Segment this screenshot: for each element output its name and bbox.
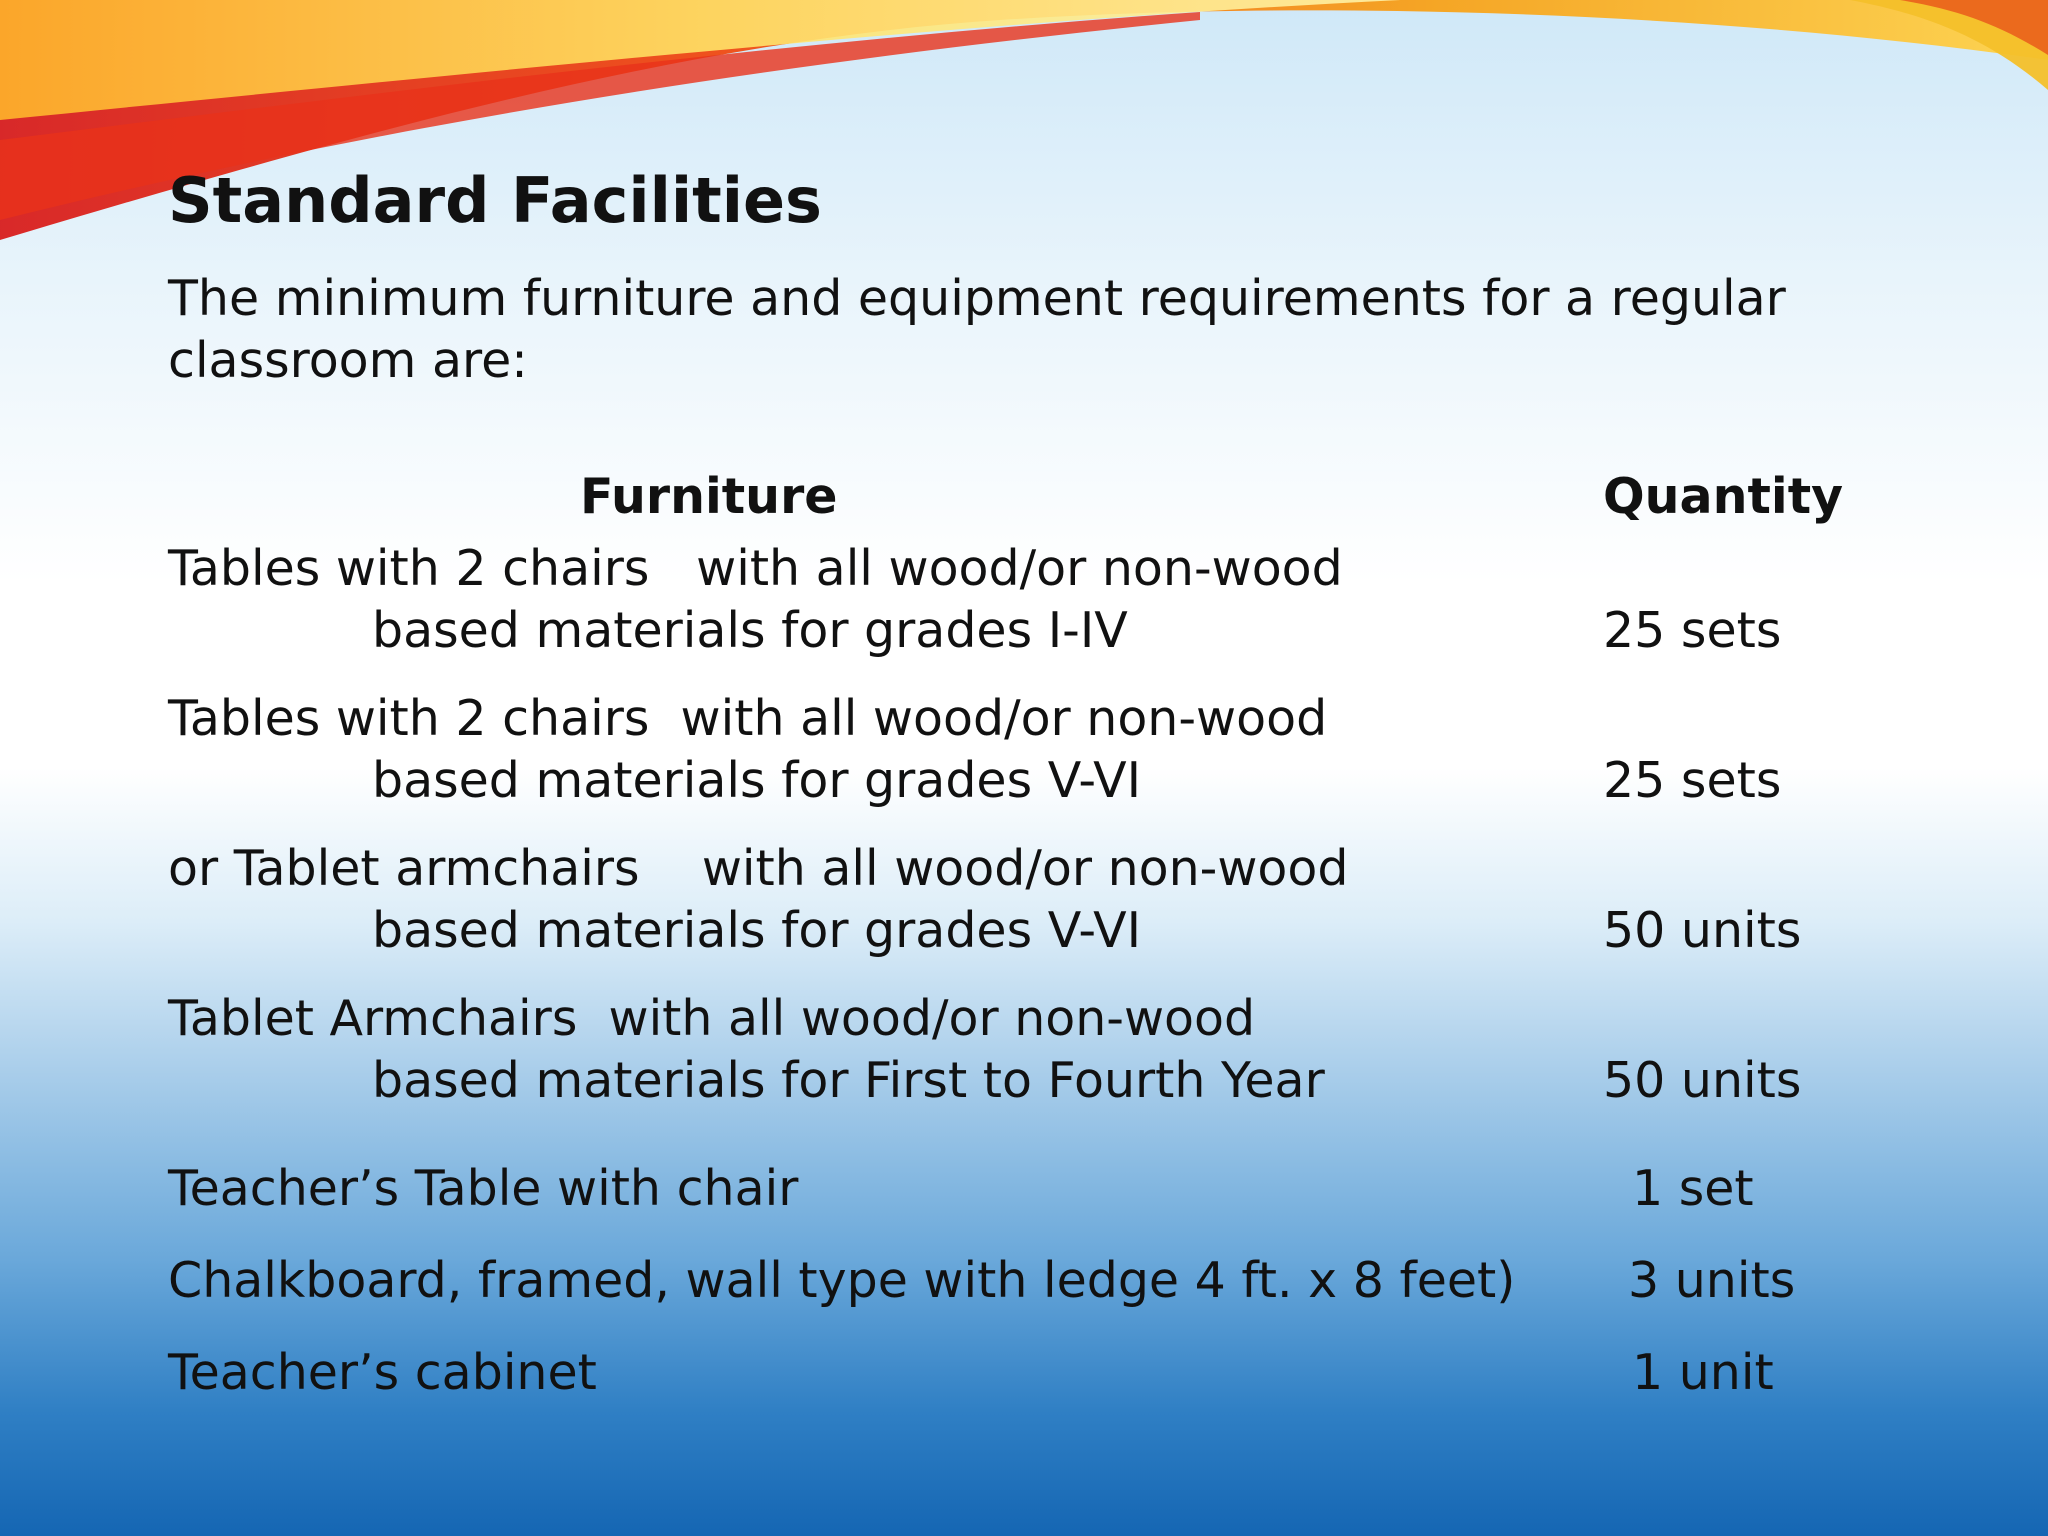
slide-title: Standard Facilities <box>168 164 822 237</box>
quantity-value: 25 sets <box>1603 602 1782 659</box>
quantity-value: 50 units <box>1603 1052 1802 1109</box>
quantity-value: 1 set <box>1632 1160 1754 1217</box>
furniture-item-line1: Teacher’s Table with chair <box>168 1160 799 1217</box>
furniture-item-line1: Tables with 2 chairs with all wood/or non-wood <box>168 690 1328 747</box>
furniture-item-line1: Chalkboard, framed, wall type with ledge 4 ft. x 8 feet) <box>168 1252 1516 1309</box>
furniture-item-line2: based materials for grades V-VI <box>372 902 1142 959</box>
furniture-item-line1: or Tablet armchairs with all wood/or non-wood <box>168 840 1349 897</box>
intro-text: The minimum furniture and equipment requirements for a regular classroom are: <box>168 270 1786 389</box>
column-header-furniture: Furniture <box>580 468 838 525</box>
furniture-item-line2: based materials for First to Fourth Year <box>372 1052 1325 1109</box>
furniture-item-line1: Tables with 2 chairs with all wood/or non-wood <box>168 540 1343 597</box>
furniture-item-line2: based materials for grades I-IV <box>372 602 1128 659</box>
quantity-value: 3 units <box>1628 1252 1796 1309</box>
quantity-value: 1 unit <box>1632 1344 1774 1401</box>
furniture-item-line2: based materials for grades V-VI <box>372 752 1142 809</box>
quantity-value: 50 units <box>1603 902 1802 959</box>
quantity-value: 25 sets <box>1603 752 1782 809</box>
column-header-quantity: Quantity <box>1603 468 1844 525</box>
furniture-item-line1: Teacher’s cabinet <box>168 1344 597 1401</box>
furniture-item-line1: Tablet Armchairs with all wood/or non-wood <box>168 990 1256 1047</box>
